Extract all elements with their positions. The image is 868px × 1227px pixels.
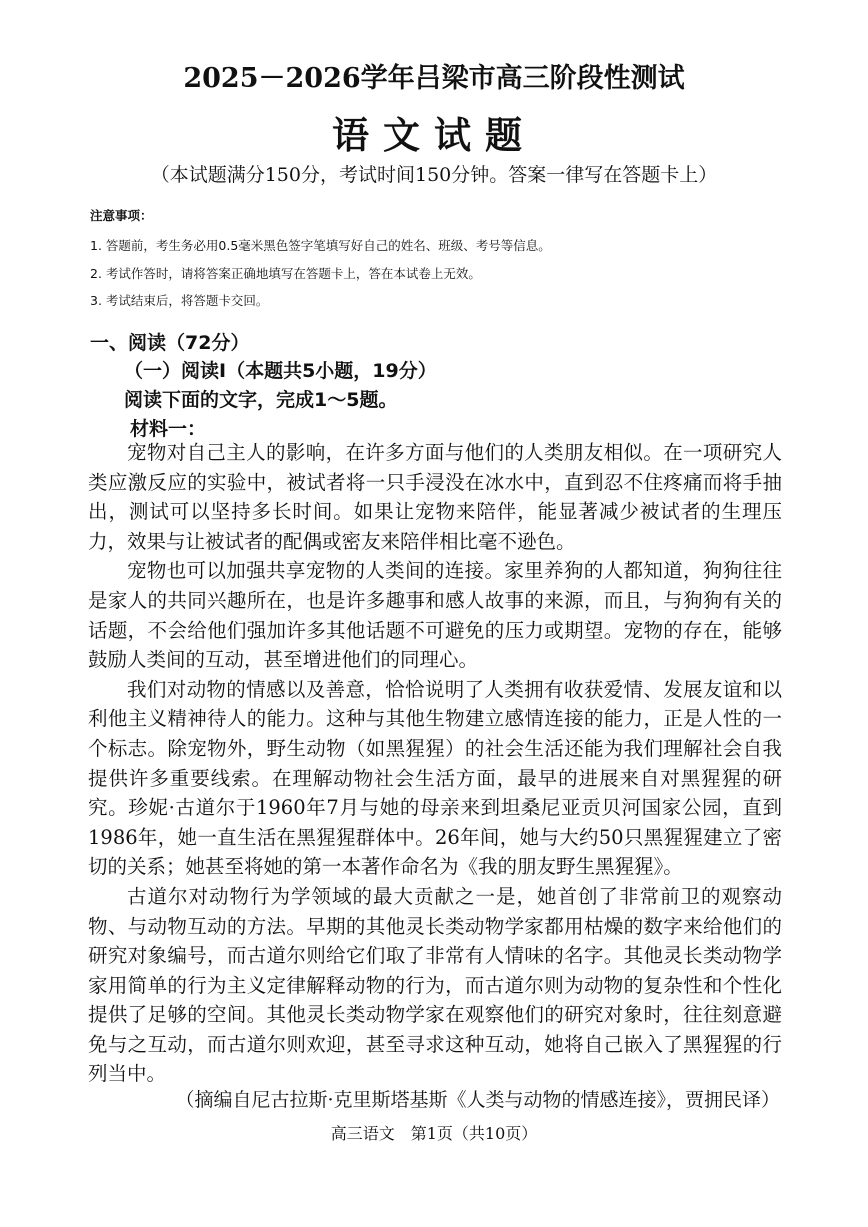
passage-paragraph: 宠物也可以加强共享宠物的人类间的连接。家里养狗的人都知道，狗狗往往是家人的共同兴趣所在，也是许多趣事和感人故事的来源，而且，与狗狗有关的话题，不会给他们强加许多其他话题不可避免的压力或期望。宠物的存在，能够鼓励人类间的互动，甚至增进他们的同理心。 [88,559,782,672]
page-footer: 高三语文 第1页（共10页） [330,1124,538,1143]
notes-heading: 注意事项： [90,208,153,223]
passage-paragraph: 古道尔对动物行为学领域的最大贡献之一是，她首创了非常前卫的观察动物、与动物互动的方法。早期的其他灵长类动物学家都用枯燥的数字来给他们的研究对象编号，而古道尔则给它们取了非常有人情味的名字。其他灵长类动物学家用简单的行为主义定律解释动物的行为，而古道尔则为动物的复杂性和个性化提供了足够的空间。其他灵长类动物学家在观察他们的研究对象时，往往刻意避免与之互动，而古道尔则欢迎，甚至寻求这种互动，她将自己嵌入了黑猩猩的行列当中。 [88,884,782,1086]
note-item: 3. 考试结束后，将答题卡交回。 [90,293,269,308]
reading-instruction: 阅读下面的文字，完成1～5题。 [124,389,398,411]
passage-paragraph: 我们对动物的情感以及善意，恰恰说明了人类拥有收获爱情、发展友谊和以利他主义精神待人的能力。这种与其他生物建立感情连接的能力，正是人性的一个标志。除宠物外，野生动物（如黑猩猩）的社会生活还能为我们理解社会自我提供许多重要线索。在理解动物社会生活方面，最早的进展来自对黑猩猩的研究。珍妮·古道尔于1960年7月与她的母亲来到坦桑尼亚贡贝河国家公园，直到1986年，她一直生活在黑猩猩群体中。26年间，她与大约50只黑猩猩建立了密切的关系；她甚至将她的第一本著作命名为《我的朋友野生黑猩猩》。 [88,677,782,879]
subject-title: 语文试题 [332,113,536,157]
exam-title: 2025－2026学年吕梁市高三阶段性测试 [183,63,685,94]
passage-paragraph: 宠物对自己主人的影响，在许多方面与他们的人类朋友相似。在一项研究人类应激反应的实验中，被试者将一只手浸没在冰水中，直到忍不住疼痛而将手抽出，测试可以坚持多长时间。如果让宠物来陪伴，能显著减少被试者的生理压力，效果与让被试者的配偶或密友来陪伴相比毫不逊色。 [88,441,782,553]
section-title: 一、阅读（72分） [90,332,250,354]
note-item: 1. 答题前，考生务必用0.5毫米黑色签字笔填写好自己的姓名、班级、考号等信息。 [90,238,551,253]
source-citation: （摘编自尼古拉斯·克里斯塔基斯《人类与动物的情感连接》，贾拥民译） [175,1089,780,1111]
note-item: 2. 考试作答时，请将答案正确地填写在答题卡上，答在本试卷上无效。 [90,266,481,281]
passage [88,438,782,1089]
subsection-title: （一）阅读Ⅰ（本题共5小题，19分） [124,360,437,382]
material-label: 材料一： [130,418,207,440]
exam-info: （本试题满分150分，考试时间150分钟。答案一律写在答题卡上） [150,164,718,186]
